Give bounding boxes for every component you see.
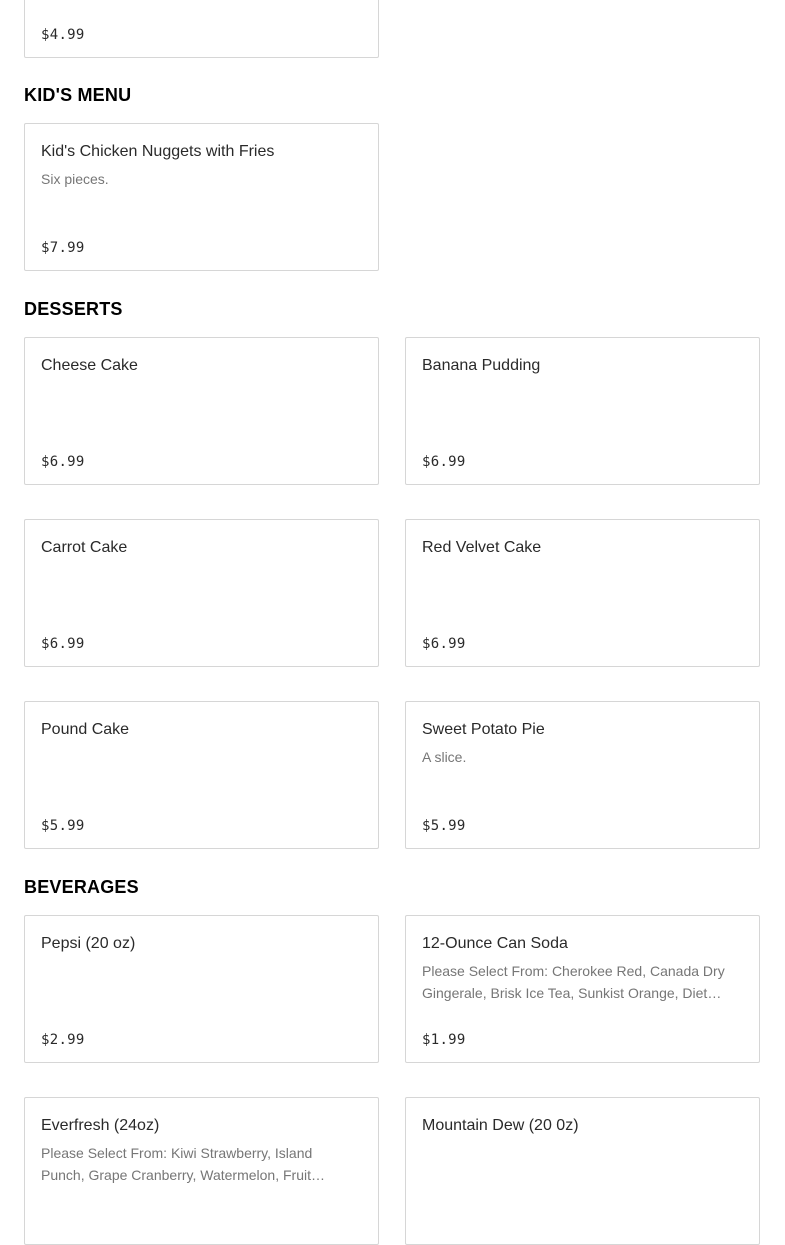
section-title-beverages: BEVERAGES — [24, 877, 139, 897]
menu-item-card[interactable] — [405, 337, 760, 485]
item-name: Pepsi (20 oz) — [41, 935, 136, 952]
item-price: $5.99 — [422, 818, 466, 834]
item-name: 12-Ounce Can Soda — [422, 935, 568, 952]
item-description: Please Select From: Kiwi Strawberry, Island Punch, Grape Cranberry, Watermelon, Fruit… — [41, 1145, 325, 1183]
item-price: $6.99 — [41, 454, 85, 470]
menu-item-card[interactable] — [24, 519, 379, 667]
item-name: Banana Pudding — [422, 357, 541, 374]
item-price: $2.99 — [41, 1032, 85, 1048]
item-description: Please Select From: Cherokee Red, Canada Dry Gingerale, Brisk Ice Tea, Sunkist Orange, Diet… — [422, 963, 725, 1001]
menu-item-card[interactable] — [24, 701, 379, 849]
item-price: $6.99 — [422, 636, 466, 652]
item-name: Mountain Dew (20 0z) — [422, 1117, 579, 1134]
menu-item-card[interactable] — [405, 701, 760, 849]
item-name: Pound Cake — [41, 721, 130, 738]
item-price: $6.99 — [422, 454, 466, 470]
menu-item-card[interactable] — [24, 915, 379, 1063]
menu-item-card[interactable] — [24, 0, 379, 58]
item-name: Cheese Cake — [41, 357, 138, 374]
section-title-desserts: DESSERTS — [24, 299, 123, 319]
item-description: A slice. — [422, 749, 467, 765]
item-name: Sweet Potato Pie — [422, 721, 545, 738]
menu-item-card[interactable] — [24, 123, 379, 271]
item-price: $1.99 — [422, 1032, 466, 1048]
item-name: Red Velvet Cake — [422, 539, 542, 556]
item-price: $6.99 — [41, 636, 85, 652]
item-name: Kid's Chicken Nuggets with Fries — [41, 143, 275, 160]
menu-item-card[interactable] — [24, 1097, 379, 1245]
item-description: Six pieces. — [41, 171, 109, 187]
menu-item-card[interactable] — [405, 519, 760, 667]
menu-item-card[interactable] — [24, 337, 379, 485]
menu-item-card[interactable] — [405, 1097, 760, 1245]
item-name: Carrot Cake — [41, 539, 128, 556]
item-price: $5.99 — [41, 818, 85, 834]
item-price: $7.99 — [41, 240, 85, 256]
item-name: Everfresh (24oz) — [41, 1117, 160, 1134]
item-price: $4.99 — [41, 27, 85, 43]
section-title-kids-menu: KID'S MENU — [24, 85, 132, 105]
menu-item-card[interactable] — [405, 915, 760, 1063]
